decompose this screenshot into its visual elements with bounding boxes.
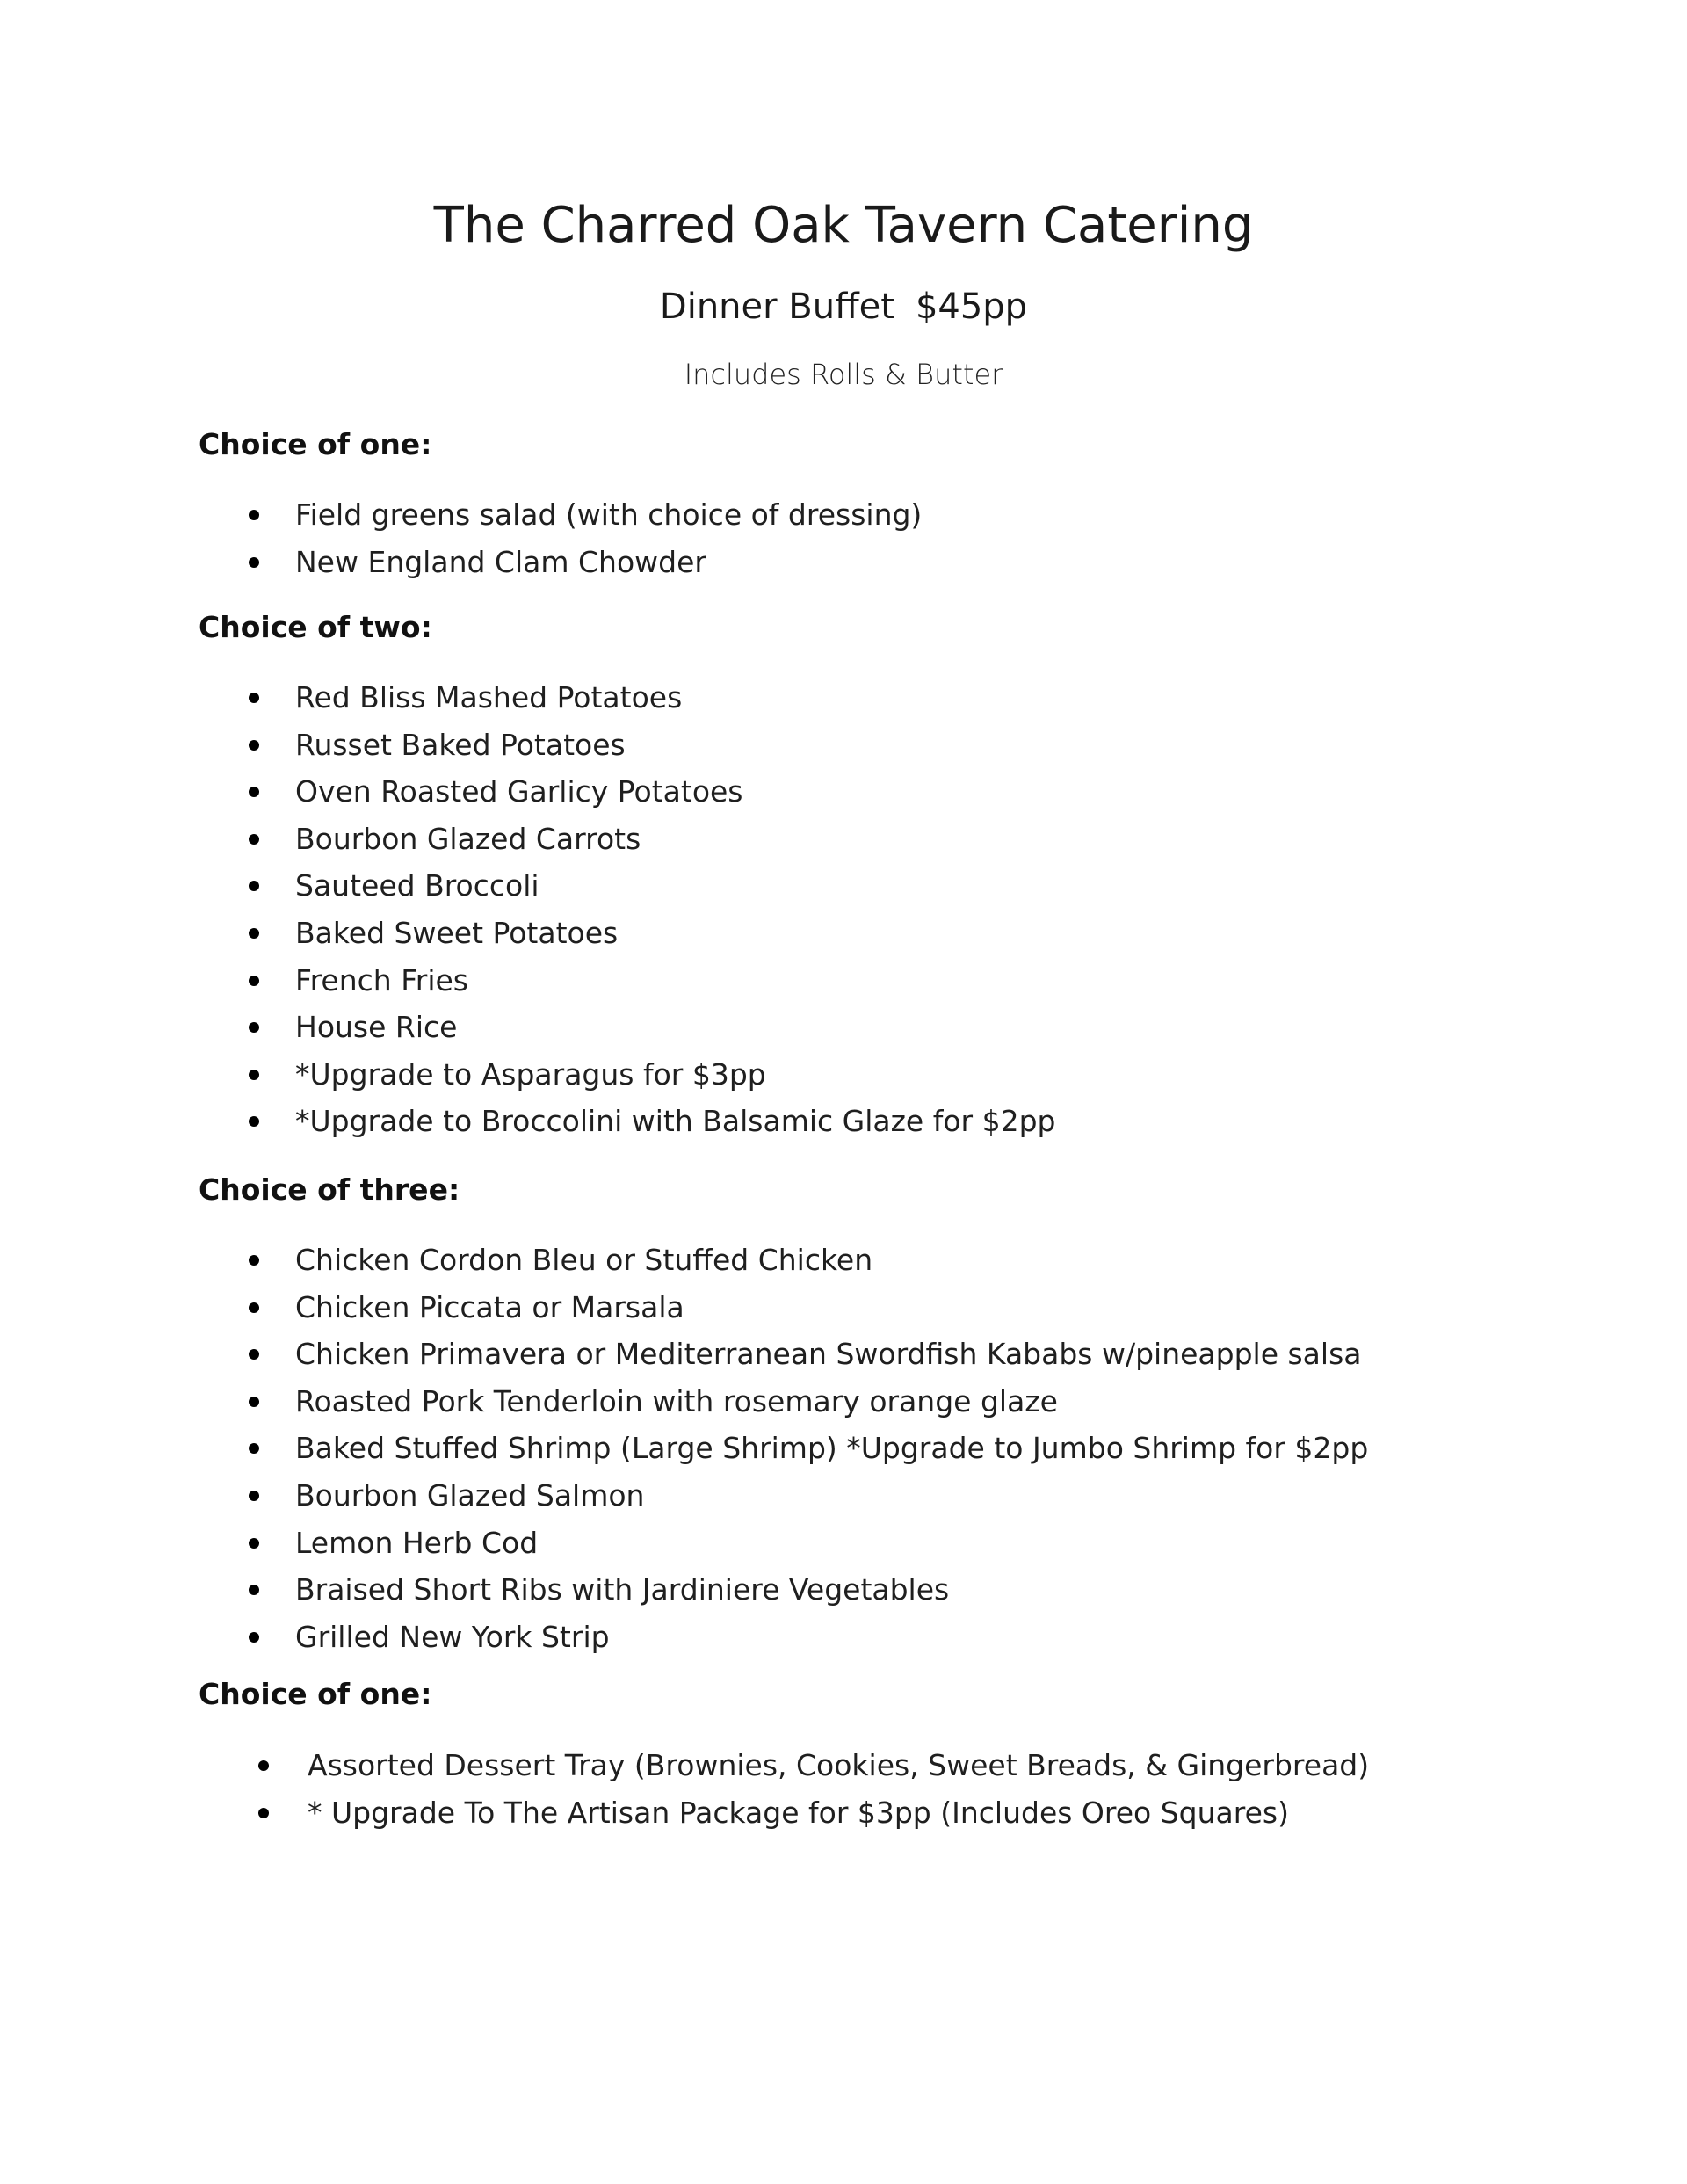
buffet-subtitle	[0, 283, 1687, 330]
section-heading-entrees: Choice of three:	[199, 1172, 460, 1207]
includes-note: Includes Rolls & Butter	[684, 358, 1003, 391]
bullet-icon	[249, 881, 259, 891]
bullet-icon	[249, 787, 259, 797]
bullet-icon	[249, 1022, 259, 1033]
page-title: The Charred Oak Tavern Catering	[433, 197, 1254, 254]
section-heading-sides: Choice of two:	[199, 610, 432, 644]
buffet-price: $45pp	[915, 287, 1028, 327]
bullet-icon	[249, 1397, 259, 1407]
bullet-icon	[249, 1491, 259, 1501]
bullet-icon	[249, 834, 259, 845]
bullet-icon	[249, 1116, 259, 1127]
bullet-icon	[249, 1349, 259, 1360]
buffet-name: Dinner Buffet	[659, 287, 894, 327]
bullet-icon	[249, 1255, 259, 1266]
bullet-icon	[258, 1760, 269, 1771]
section-heading-starter: Choice of one:	[199, 427, 432, 461]
bullet-icon	[249, 1443, 259, 1454]
bullet-icon	[249, 1585, 259, 1595]
bullet-icon	[249, 510, 259, 520]
section-heading-dessert: Choice of one:	[199, 1677, 432, 1711]
bullet-icon	[249, 740, 259, 751]
menu-page: The Charred Oak Tavern Catering Dinner Buffet $45pp Includes Rolls & Butter Choice of one: Field greens salad (with choice of dressing) New England Clam Chowder Choice of two: Red Bliss Mashed Potatoes Russet Baked Potatoes Oven Roasted Garlicy Potatoes Bourbon Glazed Carrots Sauteed Broccoli Baked Sweet Potatoes French Fries House Rice *Upgrade to Asparagus for $3pp *Upgrade to Broccolini with Balsamic Glaze for $2pp Choice of three: Chicken Cordon Bleu or Stuffed Chicken Chicken Piccata or Marsala Chicken Primavera or Mediterranean Swordfish Kababs w/pineapple salsa Roasted Pork Tenderloin with rosemary orange glaze Baked Stuffed Shrimp (Large Shrimp) *Upgrade to Jumbo Shrimp for $2pp Bourbon Glazed Salmon Lemon Herb Cod Braised Short Ribs with Jardiniere Vegetables Grilled New York Strip Choice of one: Assorted Dessert Tray (Brownies, Cookies, Sweet Breads, & Gingerbread) * Upgrade To The Artisan Package for $3pp (Includes Oreo Squares)	[0, 0, 1687, 2184]
bullet-icon	[249, 928, 259, 939]
bullet-icon	[249, 976, 259, 986]
bullet-icon	[249, 693, 259, 703]
bullet-icon	[249, 557, 259, 568]
bullet-icon	[249, 1070, 259, 1080]
bullet-icon	[258, 1808, 269, 1818]
bullet-icon	[249, 1302, 259, 1313]
bullet-icon	[249, 1538, 259, 1549]
bullet-icon	[249, 1632, 259, 1643]
